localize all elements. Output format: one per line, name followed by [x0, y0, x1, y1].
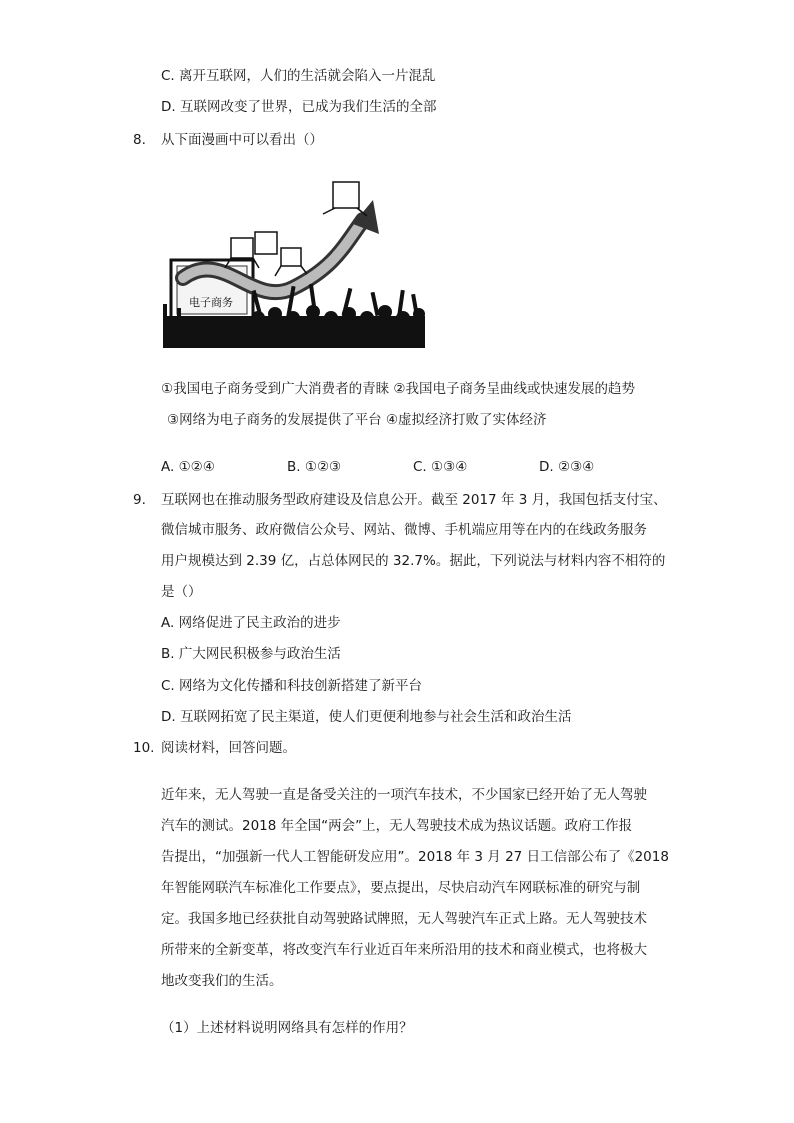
q8-number: 8. [133, 132, 146, 148]
q8-option-b: B. ①②③ [287, 459, 342, 475]
q7-option-d: D. 互联网改变了世界，已成为我们生活的全部 [161, 99, 437, 115]
q10-material-line7: 地改变我们的生活。 [161, 973, 283, 989]
q8-stem: 从下面漫画中可以看出（） [161, 132, 323, 148]
q9-option-b: B. 广大网民积极参与政治生活 [161, 646, 341, 662]
q7-option-c: C. 离开互联网，人们的生活就会陷入一片混乱 [161, 68, 436, 84]
q9-stem-line2: 微信城市服务、政府微信公众号、网站、微博、手机端应用等在内的在线政务服务 [161, 522, 647, 538]
q10-stem: 阅读材料，回答问题。 [161, 740, 296, 756]
q10-material-line1: 近年来，无人驾驶一直是备受关注的一项汽车技术，不少国家已经开始了无人驾驶 [161, 787, 647, 803]
q8-statements-line1: ①我国电子商务受到广大消费者的青睐 ②我国电子商务呈曲线或快速发展的趋势 [161, 381, 635, 397]
q10-material-line3: 告提出，“加强新一代人工智能研发应用”。2018 年 3 月 27 日工信部公布了《2018 [161, 849, 669, 865]
q9-stem-line3: 用户规模达到 2.39 亿，占总体网民的 32.7%。据此，下列说法与材料内容不相符的 [161, 553, 666, 569]
q9-stem-line4: 是（） [161, 584, 202, 600]
q9-stem-line1: 互联网也在推动服务型政府建设及信息公开。截至 2017 年 3 月，我国包括支付宝、 [161, 492, 667, 508]
ecommerce-cartoon [163, 178, 425, 348]
q10-material-line6: 所带来的全新变革，将改变汽车行业近百年来所沿用的技术和商业模式，也将极大 [161, 942, 647, 958]
q9-number: 9. [133, 492, 146, 508]
q10-number: 10. [133, 740, 155, 756]
q8-statements-line2: ③网络为电子商务的发展提供了平台 ④虚拟经济打败了实体经济 [167, 412, 547, 428]
cartoon-label: 电子商务 [189, 296, 233, 309]
q10-material-line2: 汽车的测试。2018 年全国“两会”上，无人驾驶技术成为热议话题。政府工作报 [161, 818, 633, 834]
q10-material-line5: 定。我国多地已经获批自动驾驶路试牌照，无人驾驶汽车正式上路。无人驾驶技术 [161, 911, 647, 927]
q9-option-a: A. 网络促进了民主政治的进步 [161, 615, 341, 631]
q8-option-a: A. ①②④ [161, 459, 215, 475]
q8-option-d: D. ②③④ [539, 459, 595, 475]
q9-option-d: D. 互联网拓宽了民主渠道，使人们更便利地参与社会生活和政治生活 [161, 709, 572, 725]
q10-sub-question-1: （1）上述材料说明网络具有怎样的作用？ [161, 1020, 413, 1036]
q8-option-c: C. ①③④ [413, 459, 468, 475]
q9-option-c: C. 网络为文化传播和科技创新搭建了新平台 [161, 678, 423, 694]
q10-material-line4: 年智能网联汽车标准化工作要点》，要点提出，尽快启动汽车网联标准的研究与制 [161, 880, 641, 896]
